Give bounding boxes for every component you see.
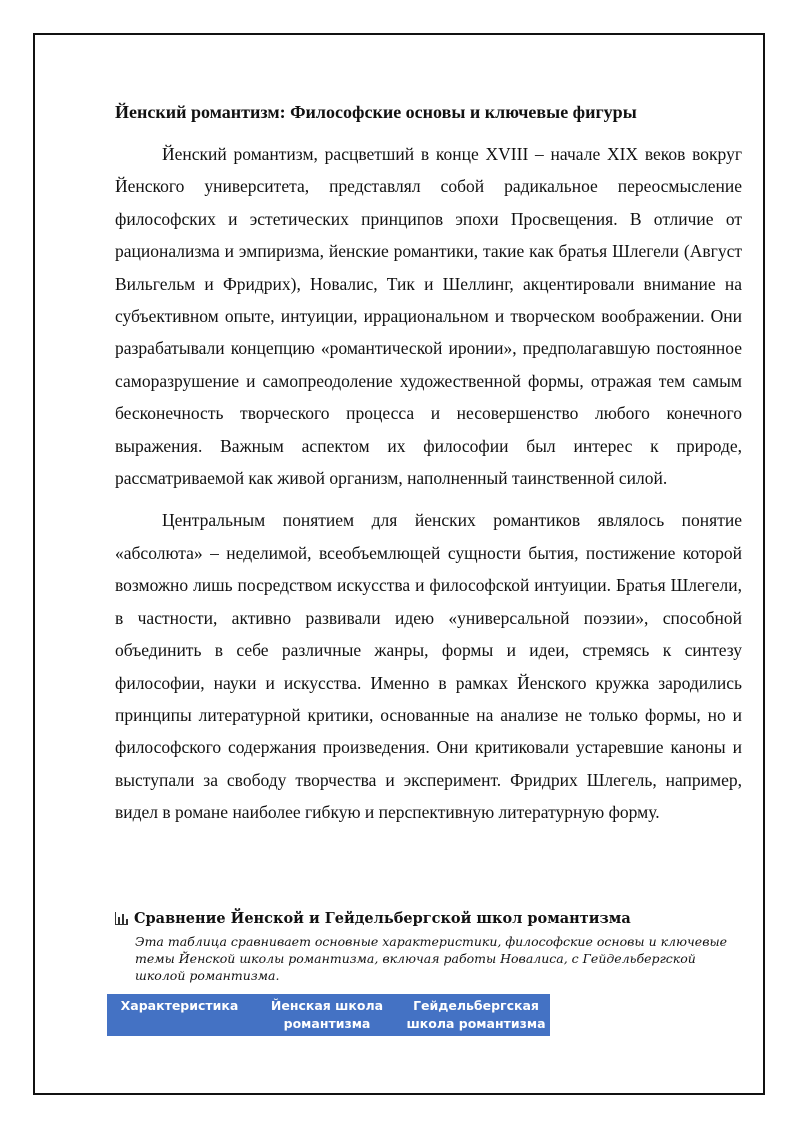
paragraph-1: Йенский романтизм, расцветший в конце XVIII – начале XIX веков вокруг Йенского университета, представлял собой радикальное переосмысление философских и эстетических принципов эпохи Просвещения. В отличие от рационализма и эмпиризма, йенские романтики, такие как братья Шлегели (Август Вильгельм и Фридрих), Новалис, Тик и Шеллинг, акцентировали внимание на субъективном опыте, интуиции, иррациональном и творческом воображении. Они разрабатывали концепцию «романтической иронии», предполагавшую постоянное саморазрушение и самопреодоление художественной формы, отражая тем самым бесконечность творческого процесса и несовершенство любого конечного выражения. Важным аспектом их философии был интерес к природе, рассматриваемой как живой организм, наполненный таинственной силой.	[115, 144, 742, 489]
paragraph-2: Центральным понятием для йенских романтиков являлось понятие «абсолюта» – неделимой, всеобъемлющей сущности бытия, постижение которой возможно лишь посредством искусства и философской интуиции. Братья Шлегели, в частности, активно развивали идею «универсальной поэзии», способной объединить в себе различные жанры, формы и идеи, стремясь к синтезу философии, науки и искусства. Именно в рамках Йенского кружка зародились принципы литературной критики, основанные на анализе не только формы, но и философского содержания произведения. Они критиковали устаревшие каноны и выступали за свободу творчества и эксперимент. Фридрих Шлегель, например, видел в романе наиболее гибкую и перспективную литературную форму.	[115, 510, 742, 823]
column-header-heidelberg: Гейдельбергская школа романтизма	[406, 998, 546, 1031]
document-body	[115, 100, 742, 839]
column-header-jena: Йенская школа романтизма	[270, 998, 384, 1031]
column-header-characteristic: Характеристика	[120, 998, 239, 1013]
comparison-table	[115, 910, 755, 1036]
table-caption	[115, 910, 755, 927]
bar-chart-icon	[115, 912, 128, 925]
table-description: Эта таблица сравнивает основные характеристики, философские основы и ключевые темы Йенской школы романтизма, включая работы Новалиса, с Гейдельбергской школой романтизма.	[135, 934, 728, 983]
table-caption-text: Сравнение Йенской и Гейдельбергской школ романтизма	[134, 910, 631, 927]
table-header-row	[107, 994, 550, 1036]
document-title: Йенский романтизм: Философские основы и ключевые фигуры	[115, 102, 637, 122]
